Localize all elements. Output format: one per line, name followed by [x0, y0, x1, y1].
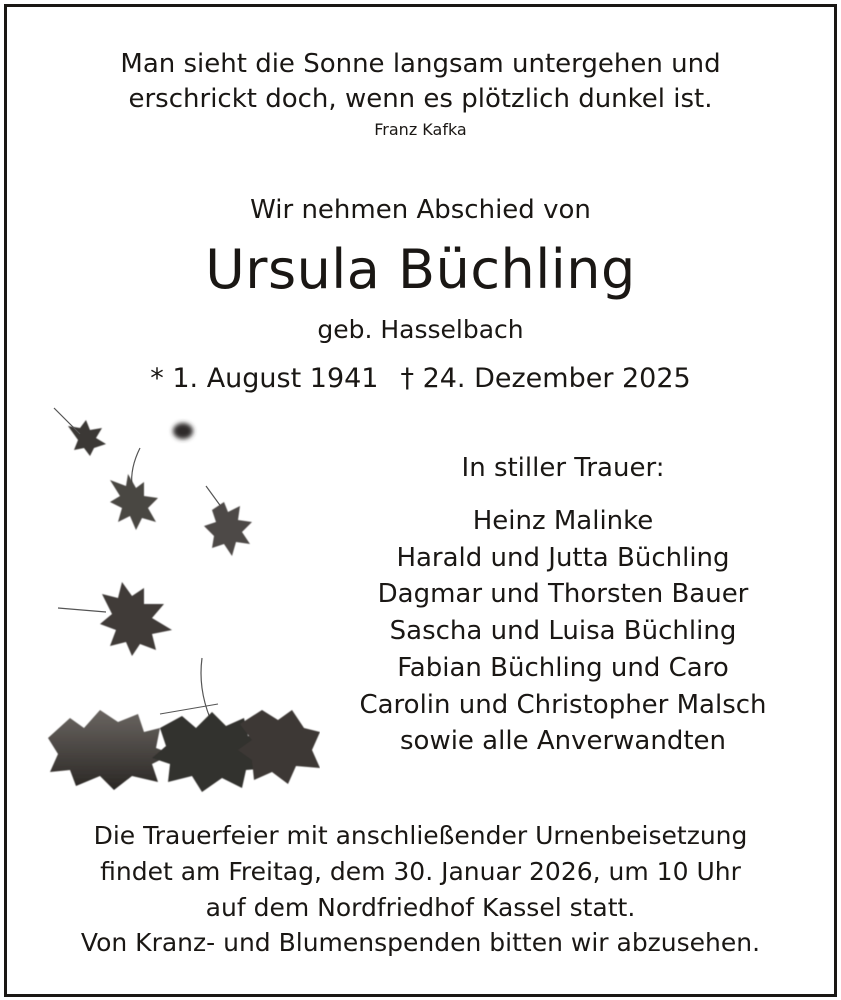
- list-item: Dagmar und Thorsten Bauer: [377, 579, 749, 610]
- leaf-icon: [204, 502, 252, 556]
- farewell-intro: Wir nehmen Abschied von: [250, 195, 591, 225]
- ceremony-line-2: findet am Freitag, dem 30. Januar 2026, um 10 Uhr: [100, 857, 741, 886]
- quote-line-2: erschrickt doch, wenn es plötzlich dunkel ist.: [128, 84, 713, 114]
- list-item: Harald und Jutta Büchling: [396, 542, 730, 573]
- leaf-icon: [110, 474, 158, 530]
- quote-line-1: Man sieht die Sonne langsam untergehen und: [120, 49, 721, 79]
- mourners-list: [330, 503, 796, 760]
- list-item: sowie alle Anverwandten: [399, 726, 727, 757]
- birth-date: * 1. August 1941: [150, 363, 379, 394]
- list-item: Carolin und Christopher Malsch: [359, 689, 767, 720]
- list-item: Sascha und Luisa Büchling: [389, 616, 737, 647]
- leaf-pile-icon: [48, 710, 320, 792]
- mourners-section: [330, 452, 796, 760]
- list-item: Heinz Malinke: [472, 506, 654, 536]
- life-dates: [0, 362, 841, 396]
- death-date: † 24. Dezember 2025: [400, 363, 691, 394]
- maiden-name: geb. Hasselbach: [317, 315, 524, 344]
- ceremony-line-3: auf dem Nordfriedhof Kassel statt.: [205, 893, 636, 922]
- list-item: Fabian Büchling und Caro: [397, 652, 729, 683]
- ceremony-line-1: Die Trauerfeier mit anschließender Urnenbeisetzung: [93, 821, 748, 850]
- leaf-icon: [68, 420, 106, 456]
- leaf-icon: [173, 423, 193, 439]
- mourners-title: In stiller Trauer:: [461, 453, 665, 483]
- leaf-icon: [100, 582, 172, 656]
- falling-leaves-image: [40, 398, 320, 798]
- deceased-name: Ursula Büchling: [205, 238, 636, 301]
- quote-author: Franz Kafka: [374, 120, 467, 139]
- ceremony-line-4: Von Kranz- und Blumenspenden bitten wir abzusehen.: [80, 928, 761, 957]
